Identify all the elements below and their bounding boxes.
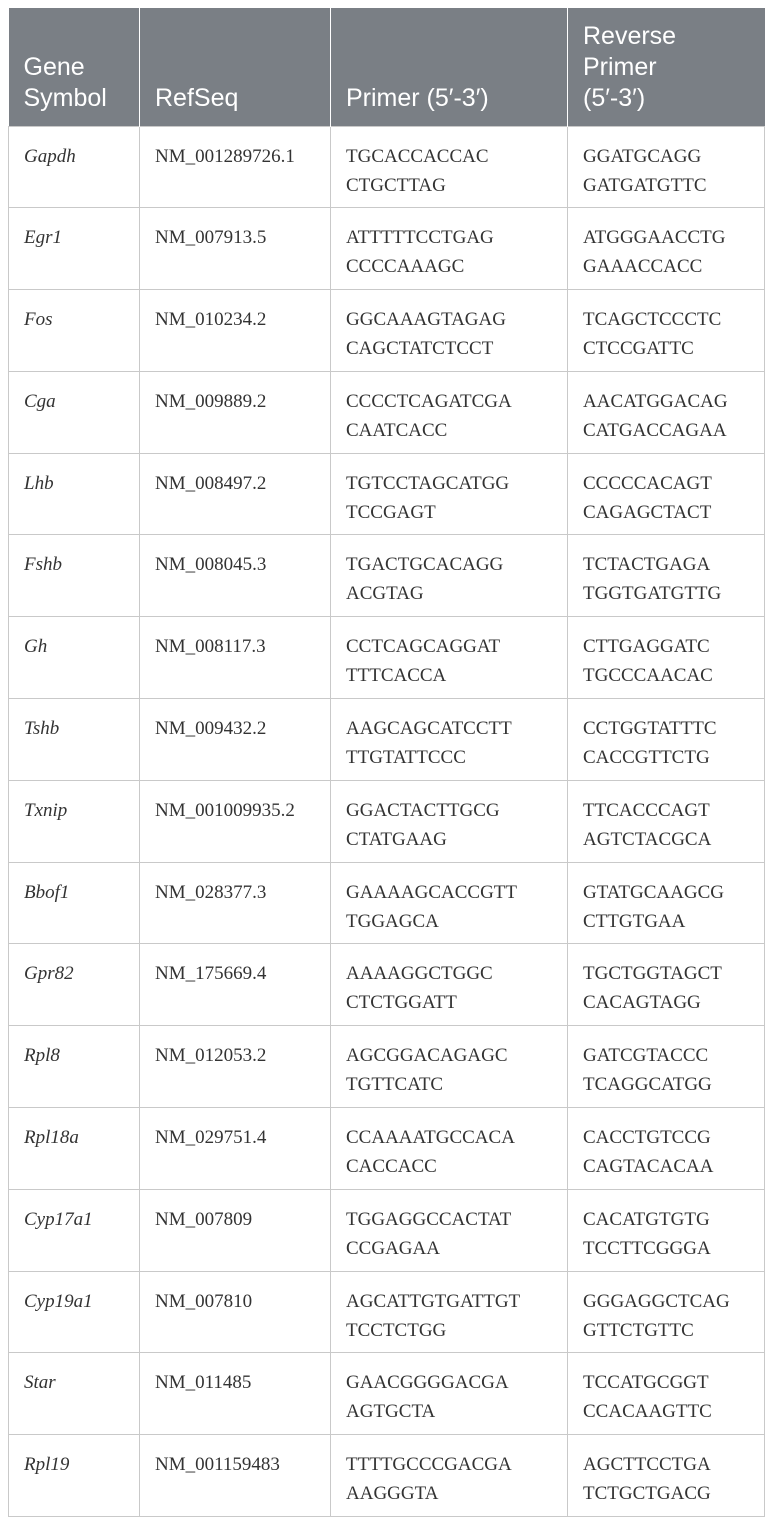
cell-reverse-primer [568, 126, 765, 208]
cell-gene-symbol: Gapdh [9, 126, 140, 208]
sequence-line: TCTACTGAGA [583, 554, 711, 576]
table-row [9, 1435, 765, 1517]
sequence-line: CTGCTTAG [346, 174, 446, 196]
header-reverse-primer [568, 8, 765, 126]
sequence-line: CAGAGCTACT [583, 501, 712, 523]
header-text: (5′-3′) [583, 83, 646, 112]
sequence-line: ATGGGAACCTG [583, 227, 726, 249]
sequence-line: TCCTTCGGGA [583, 1237, 711, 1259]
header-text: Primer [583, 52, 657, 81]
table-row [9, 944, 765, 1026]
cell-gene-symbol: Tshb [9, 699, 140, 781]
table-row [9, 371, 765, 453]
cell-reverse-primer [568, 944, 765, 1026]
sequence-line: CCGAGAA [346, 1237, 440, 1259]
cell-refseq: NM_008497.2 [140, 453, 331, 535]
cell-reverse-primer [568, 290, 765, 372]
sequence-line: TTTTGCCCGACGA [346, 1454, 512, 1476]
sequence-line: GATCGTACCC [583, 1045, 709, 1067]
sequence-line: CATGACCAGAA [583, 419, 727, 441]
sequence-line: TTCACCCAGT [583, 799, 710, 821]
header-text: Primer (5′-3′) [346, 83, 489, 112]
cell-refseq: NM_011485 [140, 1353, 331, 1435]
table-row [9, 453, 765, 535]
table-row [9, 617, 765, 699]
header-primer [331, 8, 568, 126]
cell-refseq: NM_001289726.1 [140, 126, 331, 208]
header-refseq [140, 8, 331, 126]
cell-refseq: NM_010234.2 [140, 290, 331, 372]
cell-refseq: NM_001159483 [140, 1435, 331, 1517]
cell-gene-symbol: Star [9, 1353, 140, 1435]
cell-reverse-primer [568, 535, 765, 617]
header-text: Symbol [23, 83, 107, 112]
cell-refseq: NM_008045.3 [140, 535, 331, 617]
sequence-line: GGCAAAGTAGAG [346, 309, 506, 331]
sequence-line: CACATGTGTG [583, 1208, 710, 1230]
cell-reverse-primer [568, 1026, 765, 1108]
sequence-line: TGCCCAACAC [583, 665, 713, 687]
cell-reverse-primer [568, 1189, 765, 1271]
cell-primer [331, 290, 568, 372]
cell-gene-symbol: Cyp19a1 [9, 1271, 140, 1353]
sequence-line: ACGTAG [346, 583, 424, 605]
sequence-line: TTGTATTCCC [346, 747, 466, 769]
cell-gene-symbol: Rpl8 [9, 1026, 140, 1108]
sequence-line: AACATGGACAG [583, 390, 728, 412]
cell-gene-symbol: Cyp17a1 [9, 1189, 140, 1271]
table-row [9, 699, 765, 781]
primer-table [8, 8, 765, 1517]
header-gene-symbol [9, 8, 140, 126]
sequence-line: CTTGTGAA [583, 910, 686, 932]
cell-refseq: NM_008117.3 [140, 617, 331, 699]
header-row [9, 8, 765, 126]
sequence-line: CCCCTCAGATCGA [346, 390, 512, 412]
cell-reverse-primer [568, 1435, 765, 1517]
sequence-line: CCAAAATGCCACA [346, 1127, 515, 1149]
cell-reverse-primer [568, 453, 765, 535]
table-row [9, 290, 765, 372]
sequence-line: CTCTGGATT [346, 992, 457, 1014]
sequence-line: GAAACCACC [583, 256, 703, 278]
sequence-line: TGCACCACCAC [346, 145, 489, 167]
table-row [9, 780, 765, 862]
sequence-line: ATTTTTCCTGAG [346, 227, 494, 249]
sequence-line: TGGAGGCCACTAT [346, 1208, 512, 1230]
sequence-line: TGCTGGTAGCT [583, 963, 722, 985]
cell-reverse-primer [568, 1353, 765, 1435]
cell-primer [331, 453, 568, 535]
sequence-line: GATGATGTTC [583, 174, 707, 196]
table-row [9, 1189, 765, 1271]
cell-primer [331, 535, 568, 617]
sequence-line: TCTGCTGACG [583, 1483, 711, 1505]
cell-gene-symbol: Cga [9, 371, 140, 453]
table-row [9, 126, 765, 208]
table-row [9, 535, 765, 617]
cell-gene-symbol: Lhb [9, 453, 140, 535]
cell-primer [331, 780, 568, 862]
sequence-line: CACCTGTCCG [583, 1127, 711, 1149]
header-text: RefSeq [155, 83, 239, 112]
cell-refseq: NM_029751.4 [140, 1108, 331, 1190]
cell-refseq: NM_028377.3 [140, 862, 331, 944]
sequence-line: GAACGGGGACGA [346, 1372, 509, 1394]
table-row [9, 208, 765, 290]
cell-reverse-primer [568, 617, 765, 699]
table-header [9, 8, 765, 126]
sequence-line: TGACTGCACAGG [346, 554, 504, 576]
sequence-line: GGATGCAGG [583, 145, 702, 167]
header-text: Gene [23, 52, 85, 81]
cell-primer [331, 126, 568, 208]
sequence-line: CACAGTAGG [583, 992, 701, 1014]
table-row [9, 1353, 765, 1435]
sequence-line: CACCGTTCTG [583, 747, 710, 769]
cell-gene-symbol: Gpr82 [9, 944, 140, 1026]
table-row [9, 1108, 765, 1190]
sequence-line: TTTCACCA [346, 665, 447, 687]
cell-refseq: NM_009432.2 [140, 699, 331, 781]
cell-gene-symbol: Rpl18a [9, 1108, 140, 1190]
sequence-line: CCACAAGTTC [583, 1401, 712, 1423]
cell-gene-symbol: Fos [9, 290, 140, 372]
cell-primer [331, 1435, 568, 1517]
cell-refseq: NM_007810 [140, 1271, 331, 1353]
cell-primer [331, 1189, 568, 1271]
table-body [9, 126, 765, 1517]
cell-primer [331, 617, 568, 699]
cell-gene-symbol: Txnip [9, 780, 140, 862]
cell-primer [331, 1271, 568, 1353]
cell-refseq: NM_009889.2 [140, 371, 331, 453]
sequence-line: CCTCAGCAGGAT [346, 636, 501, 658]
cell-primer [331, 208, 568, 290]
sequence-line: AGTCTACGCA [583, 828, 712, 850]
sequence-line: AGTGCTA [346, 1401, 436, 1423]
cell-reverse-primer [568, 780, 765, 862]
cell-refseq: NM_007913.5 [140, 208, 331, 290]
sequence-line: CCCCCACAGT [583, 472, 712, 494]
sequence-line: CTATGAAG [346, 828, 447, 850]
cell-gene-symbol: Fshb [9, 535, 140, 617]
sequence-line: TCCGAGT [346, 501, 436, 523]
cell-refseq: NM_012053.2 [140, 1026, 331, 1108]
cell-reverse-primer [568, 208, 765, 290]
sequence-line: CAGTACACAA [583, 1156, 714, 1178]
sequence-line: CTCCGATTC [583, 338, 694, 360]
cell-gene-symbol: Gh [9, 617, 140, 699]
sequence-line: AAAAGGCTGGC [346, 963, 493, 985]
sequence-line: TCAGGCATGG [583, 1074, 712, 1096]
sequence-line: TCAGCTCCCTC [583, 309, 722, 331]
sequence-line: TGGAGCA [346, 910, 439, 932]
sequence-line: AAGCAGCATCCTT [346, 718, 512, 740]
table-row [9, 862, 765, 944]
sequence-line: TGTCCTAGCATGG [346, 472, 510, 494]
sequence-line: TCCATGCGGT [583, 1372, 709, 1394]
sequence-line: AGCGGACAGAGC [346, 1045, 508, 1067]
primer-table-container [8, 8, 764, 1517]
cell-gene-symbol: Rpl19 [9, 1435, 140, 1517]
sequence-line: GGGAGGCTCAG [583, 1290, 730, 1312]
cell-primer [331, 699, 568, 781]
cell-reverse-primer [568, 1108, 765, 1190]
sequence-line: GTTCTGTTC [583, 1319, 694, 1341]
sequence-line: CACCACC [346, 1156, 437, 1178]
cell-primer [331, 371, 568, 453]
sequence-line: AGCTTCCTGA [583, 1454, 711, 1476]
sequence-line: TGGTGATGTTG [583, 583, 722, 605]
table-row [9, 1271, 765, 1353]
table-row [9, 1026, 765, 1108]
sequence-line: CTTGAGGATC [583, 636, 710, 658]
sequence-line: TGTTCATC [346, 1074, 444, 1096]
sequence-line: TCCTCTGG [346, 1319, 447, 1341]
cell-primer [331, 1026, 568, 1108]
sequence-line: CAGCTATCTCCT [346, 338, 494, 360]
cell-primer [331, 944, 568, 1026]
cell-primer [331, 1108, 568, 1190]
cell-reverse-primer [568, 699, 765, 781]
cell-primer [331, 862, 568, 944]
header-text: Reverse [583, 21, 677, 50]
sequence-line: CCCCAAAGC [346, 256, 465, 278]
sequence-line: AAGGGTA [346, 1483, 439, 1505]
cell-primer [331, 1353, 568, 1435]
sequence-line: CCTGGTATTTC [583, 718, 717, 740]
sequence-line: GTATGCAAGCG [583, 881, 724, 903]
cell-gene-symbol: Bbof1 [9, 862, 140, 944]
cell-reverse-primer [568, 371, 765, 453]
sequence-line: CAATCACC [346, 419, 448, 441]
cell-refseq: NM_175669.4 [140, 944, 331, 1026]
cell-refseq: NM_001009935.2 [140, 780, 331, 862]
cell-gene-symbol: Egr1 [9, 208, 140, 290]
cell-reverse-primer [568, 1271, 765, 1353]
sequence-line: GAAAAGCACCGTT [346, 881, 517, 903]
sequence-line: GGACTACTTGCG [346, 799, 500, 821]
sequence-line: AGCATTGTGATTGT [346, 1290, 521, 1312]
cell-reverse-primer [568, 862, 765, 944]
cell-refseq: NM_007809 [140, 1189, 331, 1271]
